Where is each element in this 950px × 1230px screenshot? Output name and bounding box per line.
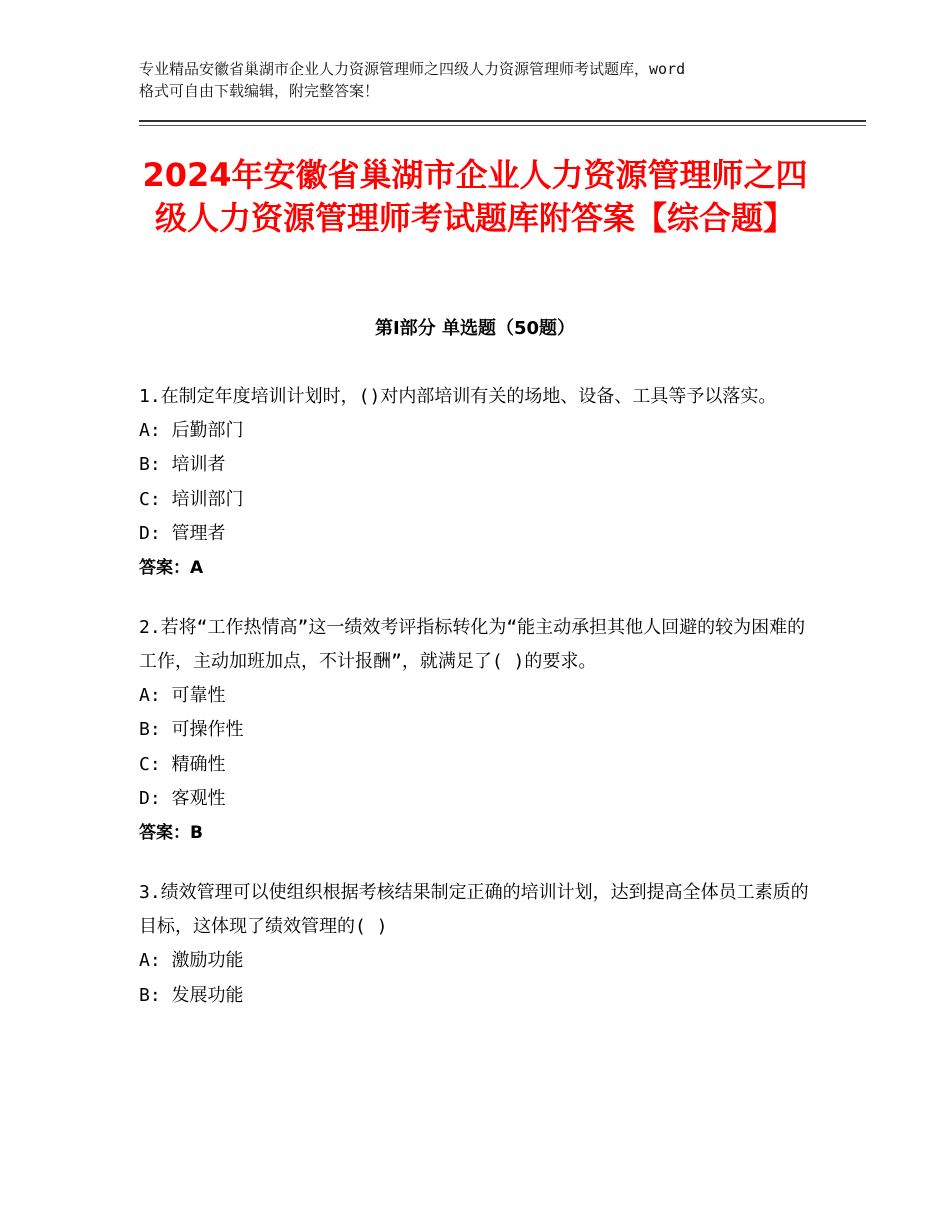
answer: 答案：B	[139, 823, 203, 844]
answer: 答案：A	[139, 558, 204, 579]
question-stem: 1.在制定年度培训计划时，()对内部培训有关的场地、设备、工具等予以落实。	[139, 386, 777, 407]
option-b: B: 发展功能	[139, 984, 244, 1006]
option-b: B: 培训者	[139, 454, 226, 476]
option-c: C: 精确性	[139, 753, 226, 775]
option-a: A: 后勤部门	[139, 420, 244, 441]
option-d: D: 客观性	[139, 788, 226, 810]
option-c: C: 培训部门	[139, 488, 244, 510]
option-a: A: 可靠性	[139, 685, 226, 707]
header-note	[139, 58, 829, 102]
option-b: B: 可操作性	[139, 719, 244, 741]
section-heading: 第Ⅰ部分 单选题（50题）	[374, 318, 575, 339]
question-1	[139, 380, 811, 585]
header-divider-thin	[139, 125, 866, 126]
option-d: D: 管理者	[139, 522, 226, 544]
document-title: 2024年安徽省巢湖市企业人力资源管理师之四级人力资源管理师考试题库附答案【综合题】	[142, 156, 808, 237]
header-note-line-1: 专业精品安徽省巢湖市企业人力资源管理师之四级人力资源管理师考试题库，word	[139, 60, 686, 78]
option-a: A: 激励功能	[139, 950, 244, 972]
question-list	[139, 380, 811, 1039]
question-stem: 2.若将“工作热情高”这一绩效考评指标转化为“能主动承担其他人回避的较为困难的工作，主动加班加点，不计报酬”，就满足了( )的要求。	[139, 617, 806, 673]
question-3	[139, 876, 811, 1013]
question-stem: 3.绩效管理可以使组织根据考核结果制定正确的培训计划，达到提高全体员工素质的目标，这体现了绩效管理的( )	[139, 882, 809, 938]
header-divider-thick	[139, 120, 866, 122]
question-2	[139, 611, 811, 850]
header-note-line-2: 格式可自由下载编辑，附完整答案！	[139, 82, 380, 100]
